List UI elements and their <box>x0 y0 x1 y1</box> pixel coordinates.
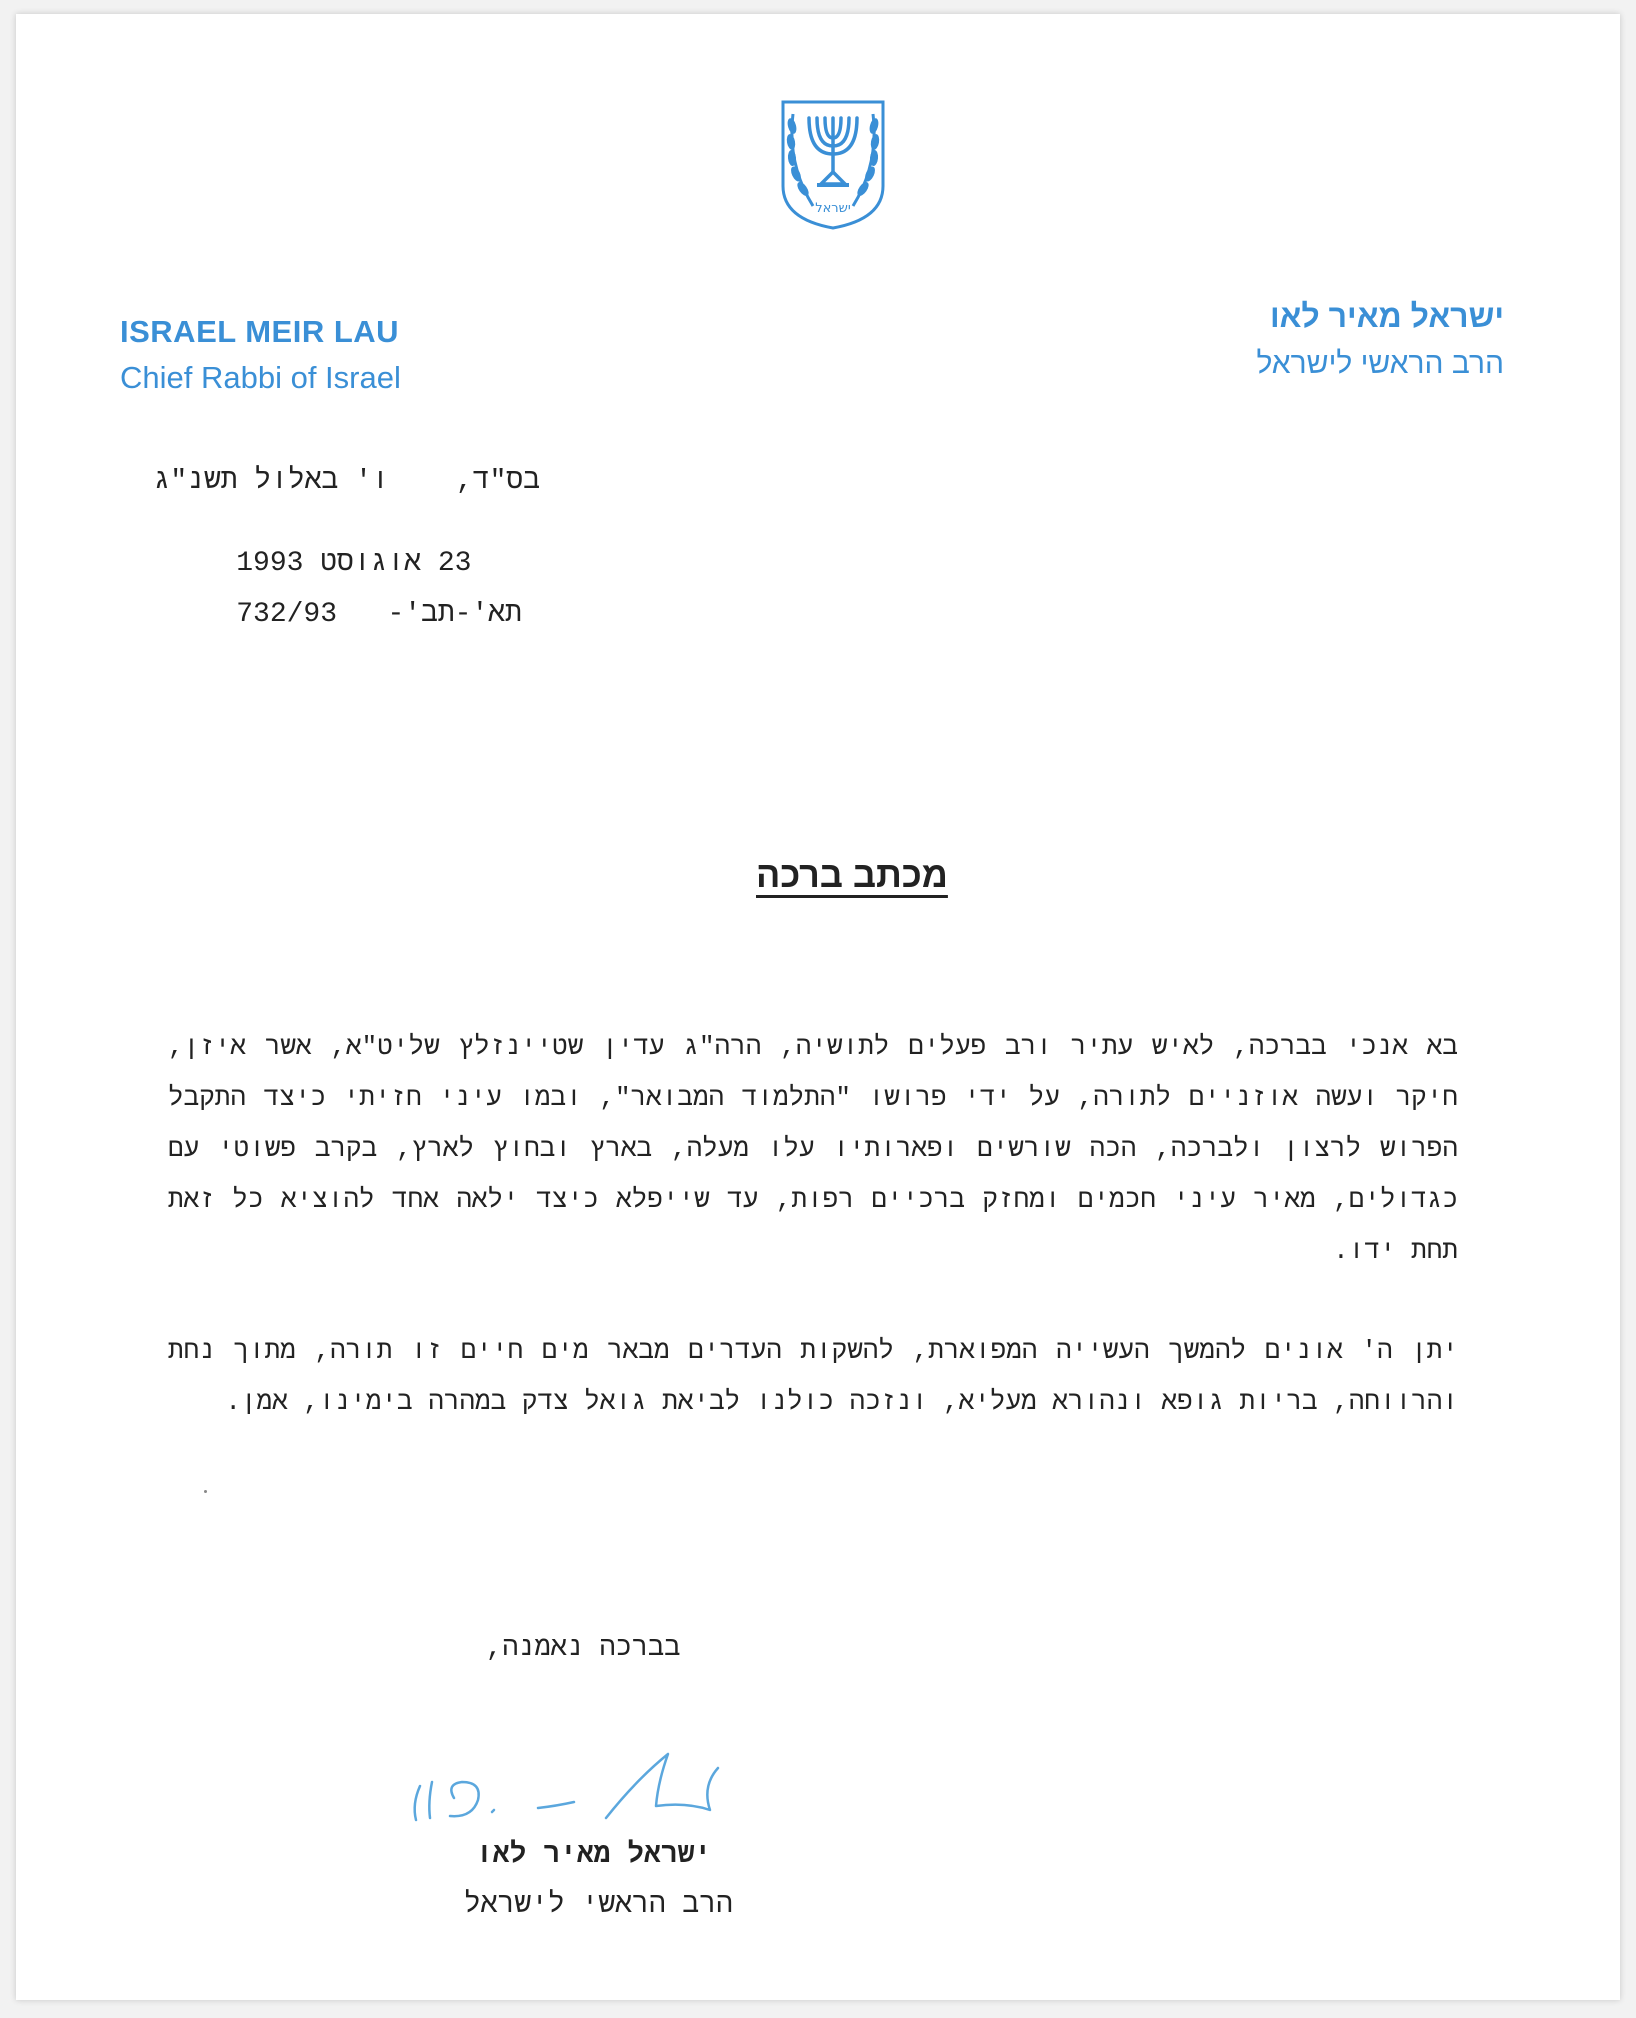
letter-page <box>16 14 1620 2000</box>
closing-line: בברכה נאמנה, <box>486 1634 681 1664</box>
gregorian-date-text: 23 אוגוסט 1993 <box>236 548 472 579</box>
body-paragraph-1: בא אנכי בברכה, לאיש עתיר ורב פעלים לתושיה, הרה"ג עדין שטיינזלץ שליט"א, אשר איזן, חיקר ועשה אוזניים לתורה, על ידי פרושו "התלמוד המבואר", ובמו עיני חזיתי כיצד התקבל הפרוש לרצון ולברכה, הכה שורשים ופארותיו עלו מעלה, בארץ ובחוץ לארץ, בקרב פשוטי עם כגדולים, מאיר עיני חכמים ומחזק ברכיים רפות, עד שייפלא כיצד ילאה אחד להוציא כל זאת תחת ידו. <box>168 1032 1458 1266</box>
handwritten-signature <box>406 1724 806 1834</box>
letterhead-english <box>120 314 401 396</box>
letterhead-english-name: ISRAEL MEIR LAU <box>120 314 400 349</box>
stray-mark <box>204 1490 207 1493</box>
hebrew-date: בס"ד, ו' באלול תשנ"ג <box>153 466 540 497</box>
letterhead-english-title: Chief Rabbi of Israel <box>120 360 401 395</box>
letter-subject: מכתב ברכה <box>756 854 948 895</box>
reference-number-line <box>169 568 522 661</box>
letterhead-hebrew-title: הרב הראשי לישראל <box>1256 347 1504 380</box>
emblem-caption: ישראל <box>815 201 851 216</box>
state-emblem-icon <box>773 94 893 234</box>
reference-label: תא'-תב'- <box>387 599 522 630</box>
signatory-name: ישראל מאיר לאו <box>476 1840 712 1871</box>
signatory-title: הרב הראשי לישראל <box>464 1890 733 1921</box>
reference-number: 732/93 <box>236 599 338 630</box>
body-paragraph-2: יתן ה' אונים להמשך העשייה המפוארת, להשקות העדרים מבאר מים חיים זו תורה, מתוך נחת והרווחה, בריות גופא ונהורא מעליא, ונזכה כולנו לביאת גואל צדק במהרה בימינו, אמן. <box>168 1336 1458 1417</box>
letterhead-hebrew-name: ישראל מאיר לאו <box>1269 298 1504 334</box>
letterhead-hebrew <box>1257 298 1504 381</box>
